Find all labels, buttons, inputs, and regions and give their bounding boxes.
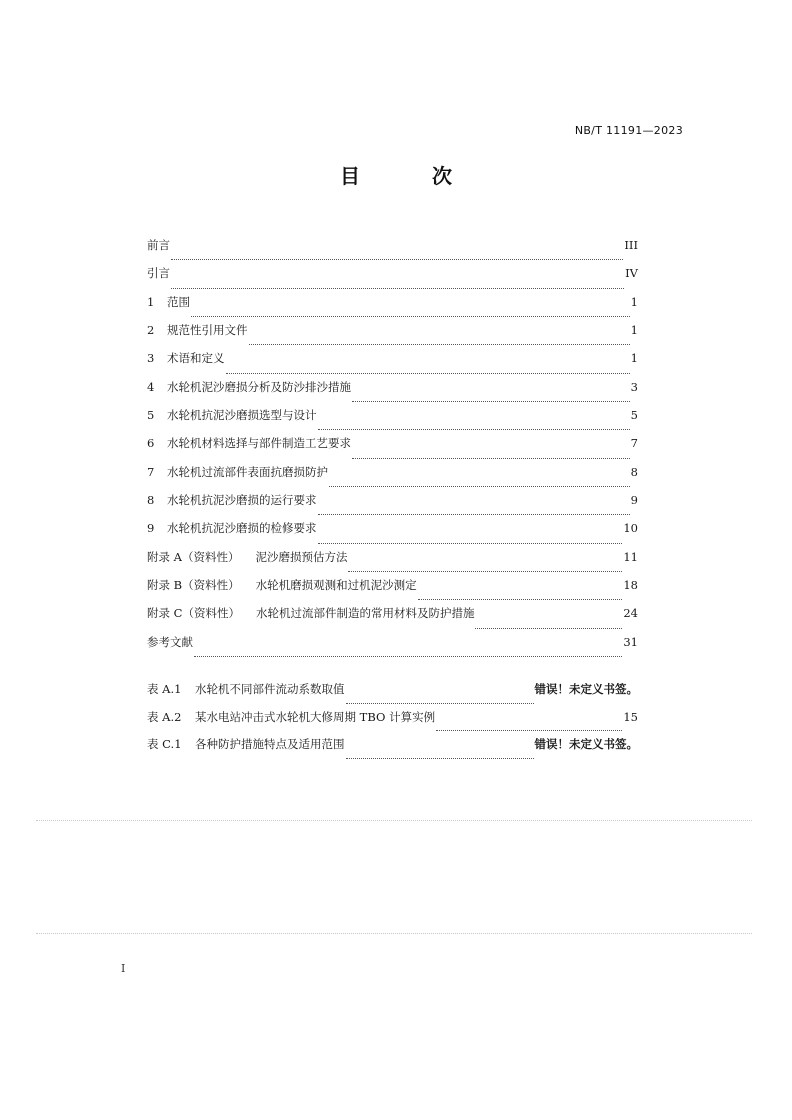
toc-entry-number: 2 (147, 323, 155, 338)
toc-entry-appendix-b[interactable] (147, 577, 638, 605)
toc-entry-number: 附录 A（资料性） (147, 549, 240, 564)
toc-entry-number: 7 (147, 464, 155, 479)
toc-entry-page: 10 (623, 521, 638, 536)
toc-entry-label: 水轮机过流部件表面抗磨损防护 (167, 464, 328, 479)
toc-entry-label: 引言 (147, 266, 170, 281)
toc-entry-label: 水轮机抗泥沙磨损的检修要求 (167, 521, 317, 536)
toc-entry-label: 范围 (167, 294, 190, 309)
toc-entry-number: 4 (147, 379, 155, 394)
toc-leader (318, 513, 630, 515)
toc-leader (318, 542, 623, 544)
toc-leader (194, 655, 622, 657)
page-number: I (121, 962, 126, 975)
toc-entry-page: 8 (630, 464, 638, 479)
toc-entry-6[interactable] (147, 435, 638, 463)
toc-entry-page: 5 (630, 408, 638, 423)
table-entry-page: 15 (623, 709, 638, 724)
divider (36, 820, 752, 821)
page-title: 目 次 (340, 164, 478, 188)
toc-leader (191, 315, 630, 317)
toc-entry-label: 参考文献 (147, 634, 193, 649)
toc-entry-number: 附录 B（资料性） (147, 578, 240, 593)
toc-entry-number: 8 (147, 493, 155, 508)
toc-entry-page: 1 (630, 323, 638, 338)
toc-entry-4[interactable] (147, 379, 638, 407)
toc-entry-number: 6 (147, 436, 155, 451)
table-entry-page: 错误！未定义书签。 (534, 737, 638, 751)
toc-entry-label: 规范性引用文件 (167, 323, 248, 338)
toc-leader (171, 258, 623, 260)
table-entry-label: 某水电站冲击式水轮机大修周期 TBO 计算实例 (195, 709, 436, 724)
toc-entry-references[interactable] (147, 634, 638, 662)
toc-entry-page: 7 (630, 436, 638, 451)
toc-entry-3[interactable] (147, 350, 638, 378)
toc-leader (418, 598, 623, 600)
toc-entry-1[interactable] (147, 294, 638, 322)
toc-leader (346, 702, 534, 704)
toc-entry-page: 11 (623, 549, 638, 564)
toc-leader (475, 627, 622, 629)
table-entry-c1[interactable] (147, 736, 638, 764)
toc-entry-page: 18 (623, 578, 638, 593)
table-entry-number: 表 A.1 (147, 682, 182, 696)
toc-entry-8[interactable] (147, 492, 638, 520)
divider (36, 933, 752, 934)
table-entry-a1[interactable] (147, 681, 638, 709)
toc-entry-label: 术语和定义 (167, 351, 225, 366)
table-entry-label: 各种防护措施特点及适用范围 (195, 737, 345, 751)
toc-entry-page: 24 (623, 606, 638, 621)
toc-leader (346, 757, 534, 759)
toc-leader (352, 400, 630, 402)
toc-entry-label: 水轮机抗泥沙磨损选型与设计 (167, 408, 317, 423)
toc-entry-foreword[interactable] (147, 237, 638, 265)
toc-entry-label: 泥沙磨损预估方法 (255, 549, 348, 564)
toc-entry-2[interactable] (147, 322, 638, 350)
standard-code: NB/T 11191—2023 (574, 124, 683, 137)
table-of-contents (147, 237, 638, 662)
toc-entry-page: 1 (630, 351, 638, 366)
toc-entry-number: 9 (147, 521, 155, 536)
toc-entry-label: 水轮机磨损观测和过机泥沙测定 (255, 578, 417, 593)
toc-entry-page: 1 (630, 294, 638, 309)
toc-entry-7[interactable] (147, 464, 638, 492)
toc-entry-appendix-a[interactable] (147, 549, 638, 577)
toc-entry-label: 水轮机过流部件制造的常用材料及防护措施 (255, 606, 475, 621)
toc-entry-page: III (624, 238, 638, 252)
toc-entry-label: 前言 (147, 238, 170, 252)
toc-entry-page: 3 (630, 379, 638, 394)
toc-entry-label: 水轮机泥沙磨损分析及防沙排沙措施 (167, 379, 351, 394)
toc-leader (436, 729, 622, 731)
toc-entry-page: 9 (630, 493, 638, 508)
toc-entry-number: 1 (147, 294, 155, 309)
toc-leader (329, 485, 630, 487)
table-entry-number: 表 C.1 (147, 737, 182, 751)
toc-leader (318, 428, 630, 430)
toc-leader (171, 287, 624, 289)
table-entry-page: 错误！未定义书签。 (534, 682, 638, 696)
toc-entry-number: 5 (147, 408, 155, 423)
toc-entry-page: 31 (623, 634, 638, 649)
toc-entry-label: 水轮机材料选择与部件制造工艺要求 (167, 436, 351, 451)
toc-entry-page: IV (625, 266, 638, 281)
table-entry-number: 表 A.2 (147, 709, 182, 724)
table-entry-a2[interactable] (147, 709, 638, 737)
table-entry-label: 水轮机不同部件流动系数取值 (195, 682, 345, 696)
toc-entry-9[interactable] (147, 520, 638, 548)
toc-leader (249, 343, 630, 345)
toc-leader (348, 570, 622, 572)
toc-entry-number: 附录 C（资料性） (147, 606, 240, 621)
toc-leader (352, 457, 630, 459)
toc-entry-appendix-c[interactable] (147, 605, 638, 633)
toc-entry-5[interactable] (147, 407, 638, 435)
toc-entry-introduction[interactable] (147, 265, 638, 293)
toc-leader (226, 372, 630, 374)
toc-entry-number: 3 (147, 351, 155, 366)
list-of-tables (147, 681, 638, 764)
toc-entry-label: 水轮机抗泥沙磨损的运行要求 (167, 493, 317, 508)
